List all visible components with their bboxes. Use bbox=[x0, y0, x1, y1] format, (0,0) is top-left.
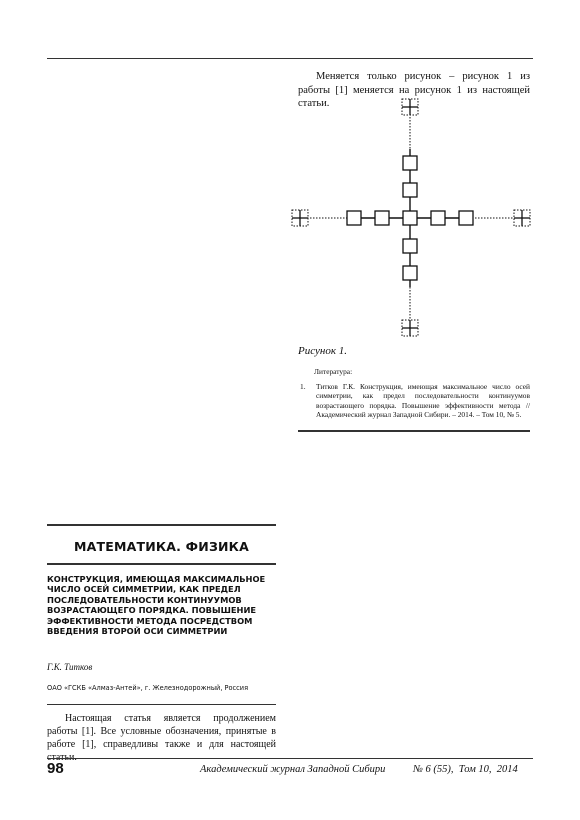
references-heading: Литература: bbox=[314, 367, 353, 376]
end-marker-right bbox=[514, 210, 530, 226]
square-node bbox=[403, 183, 417, 197]
square-node bbox=[431, 211, 445, 225]
body-paragraph: Настоящая статья является продолжением работы [1]. Все условные обозначения, принятые в работе [1], справедливы также и для настоящей bbox=[47, 713, 276, 750]
section-top-rule bbox=[47, 524, 276, 526]
section-bottom-rule bbox=[47, 563, 276, 565]
author-name: Г.К. Титков bbox=[47, 662, 93, 672]
author-affiliation: ОАО «ГСКБ «Алмаз-Антей», г. Железнодорожный, Россия bbox=[47, 684, 249, 692]
square-node bbox=[403, 266, 417, 280]
references-bottom-rule bbox=[298, 430, 530, 432]
square-node bbox=[403, 239, 417, 253]
reference-number: 1. bbox=[300, 382, 306, 391]
figure-caption: Рисунок 1. bbox=[298, 345, 348, 357]
section-title: МАТЕМАТИКА. ФИЗИКА bbox=[74, 539, 249, 554]
end-marker-top bbox=[402, 99, 418, 115]
square-node bbox=[347, 211, 361, 225]
square-node-center bbox=[403, 211, 417, 225]
square-node bbox=[459, 211, 473, 225]
end-marker-left bbox=[292, 210, 308, 226]
journal-name: Академический журнал Западной Сибири bbox=[200, 764, 386, 775]
square-node bbox=[375, 211, 389, 225]
top-rule bbox=[47, 58, 533, 59]
intro-paragraph: Меняется только рисунок – рисунок 1 из работы [1] меняется на рисунок 1 из настоящей статьи. bbox=[298, 71, 530, 109]
footer-rule bbox=[47, 758, 533, 759]
reference-item: Титков Г.К. Конструкция, имеющая максимальное число осей симметрии, как предел последовательности континуумов возрастающего порядка. Повышение эффективности метода // Академический журнал Западной Сибири. – 2014. – Том 10, № 5. bbox=[316, 382, 530, 420]
end-marker-bottom bbox=[402, 320, 418, 336]
article-title: КОНСТРУКЦИЯ, ИМЕЮЩАЯ МАКСИМАЛЬНОЕ ЧИСЛО ОСЕЙ СИММЕТРИИ, КАК ПРЕДЕЛ ПОСЛЕДОВАТЕЛЬНОСТИ КОНТИНУУМОВ ВОЗРАСТАЮЩЕГО ПОРЯДКА. ПОВЫШЕНИЕ ЭФФЕКТИВНОСТИ МЕТОДА ПОСРЕДСТВОМ ВВЕДЕНИЯ ВТОРОЙ ОСИ СИММЕТРИИ bbox=[47, 574, 266, 637]
journal-issue: № 6 (55), Том 10, 2014 bbox=[413, 764, 518, 775]
abstract-rule bbox=[47, 704, 276, 705]
page-number: 98 bbox=[47, 760, 64, 777]
square-node bbox=[403, 156, 417, 170]
figure-1-cross-diagram bbox=[280, 95, 540, 345]
